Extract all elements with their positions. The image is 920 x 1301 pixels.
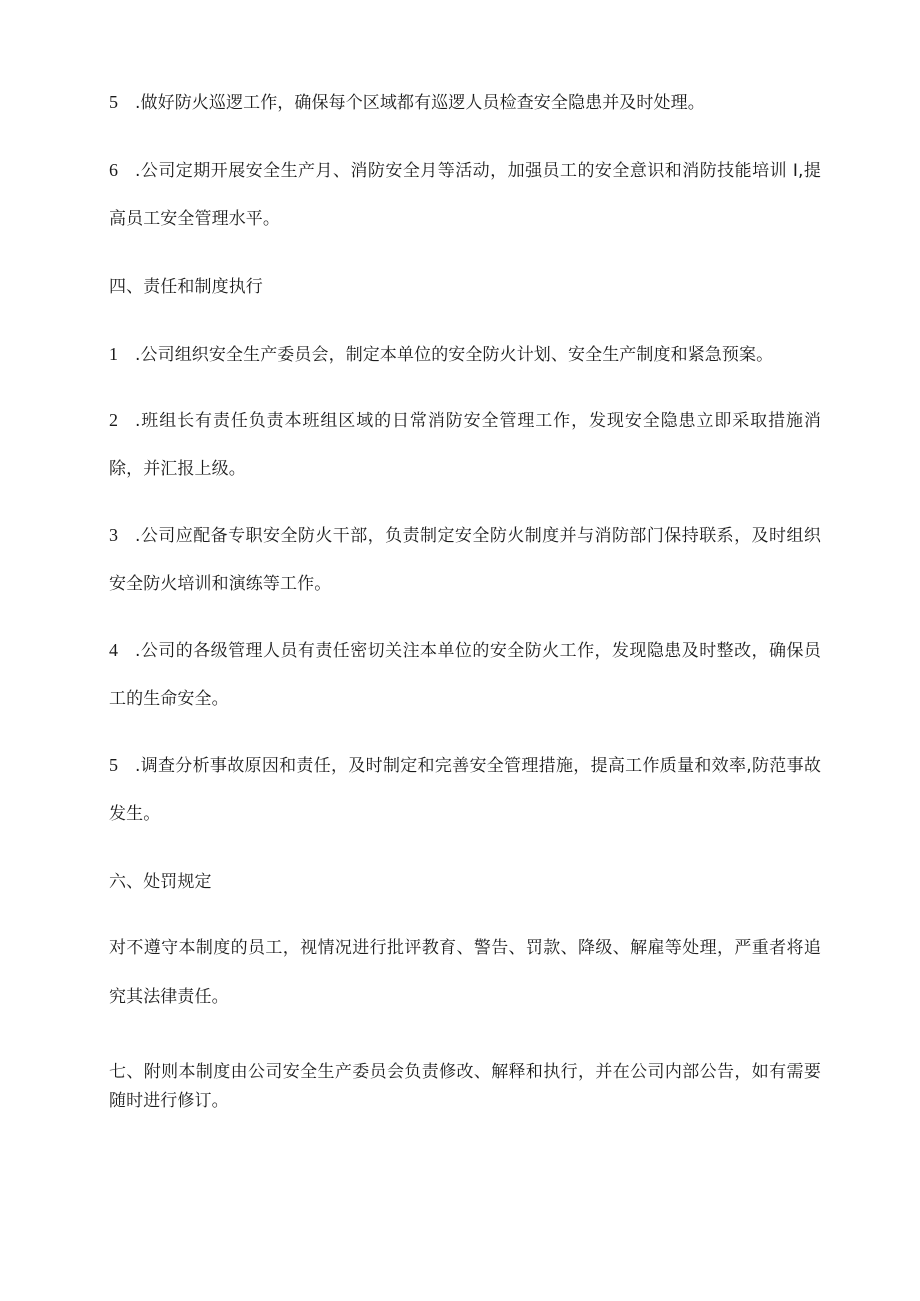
item-text: .公司的各级管理人员有责任密切关注本单位的安全防火工作，发现隐患及时整改，确保员 — [135, 641, 821, 661]
section-6-text-line2: 究其法律责任。 — [109, 987, 229, 1007]
item-number: 3 — [109, 525, 119, 545]
section-4-item-3-line2 — [109, 573, 821, 595]
section-4-item-1 — [109, 343, 821, 366]
item-text-continued: 高员工安全管理水平。 — [109, 209, 280, 229]
item-text-continued: 除，并汇报上级。 — [109, 459, 246, 479]
section-4-heading: 四、责任和制度执行 — [109, 277, 263, 297]
section-4-item-3-line1 — [109, 524, 821, 547]
item-text-continued: 发生。 — [109, 804, 161, 824]
item-text: .公司组织安全生产委员会，制定本单位的安全防火计划、安全生产制度和紧急预案。 — [135, 345, 774, 365]
item-number: 5 — [109, 92, 119, 112]
section-4-item-5-line2 — [109, 803, 821, 825]
item-text-continued: 工的生命安全。 — [109, 689, 229, 709]
item-number: 6 — [109, 160, 119, 180]
section-4-item-2-line2 — [109, 458, 821, 480]
item-number: 4 — [109, 640, 119, 660]
section-4-item-4-line2 — [109, 688, 821, 710]
item-text: .班组长有责任负责本班组区域的日常消防安全管理工作，发现安全隐患立即采取措施消 — [135, 411, 821, 431]
item-text: .公司应配备专职安全防火干部，负责制定安全防火制度并与消防部门保持联系，及时组织 — [135, 526, 821, 546]
section-4-item-2-line1 — [109, 409, 821, 432]
item-text: .公司定期开展安全生产月、消防安全月等活动，加强员工的安全意识和消防技能培训 I,提 — [135, 161, 821, 181]
fire-item-5 — [109, 91, 821, 114]
section-4-item-5-line1 — [109, 754, 821, 777]
item-text-continued: 安全防火培训和演练等工作。 — [109, 574, 332, 594]
fire-item-6-line2 — [109, 208, 821, 230]
section-4-item-4-line1 — [109, 639, 821, 662]
item-text: .调查分析事故原因和责任，及时制定和完善安全管理措施，提高工作质量和效率,防范事故 — [135, 756, 821, 776]
section-6-heading: 六、处罚规定 — [109, 872, 212, 892]
item-number: 5 — [109, 755, 119, 775]
section-7-text-line2: 随时进行修订。 — [109, 1091, 229, 1111]
fire-item-6-line1 — [109, 159, 821, 182]
section-7-text-line1: 七、附则本制度由公司安全生产委员会负责修改、解释和执行，并在公司内部公告，如有需要 — [109, 1062, 821, 1082]
section-6-text-line1: 对不遵守本制度的员工，视情况进行批评教育、警告、罚款、降级、解雇等处理，严重者将追 — [109, 938, 821, 958]
item-text: .做好防火巡逻工作，确保每个区域都有巡逻人员检查安全隐患并及时处理。 — [135, 93, 705, 113]
item-number: 1 — [109, 344, 119, 364]
item-number: 2 — [109, 410, 119, 430]
